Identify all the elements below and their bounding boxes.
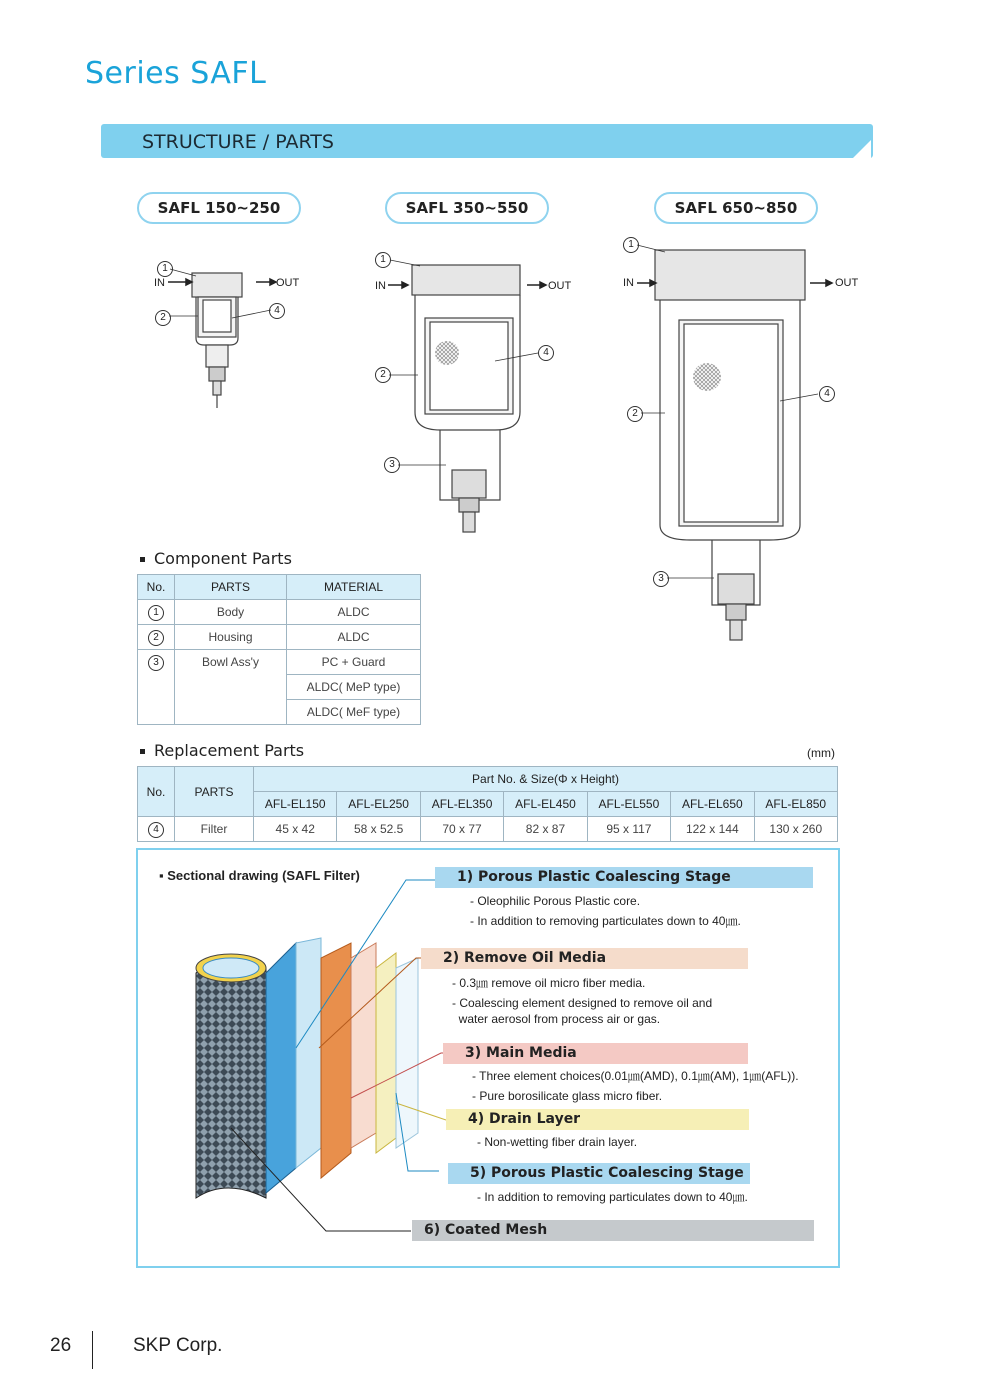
col-header-parts: PARTS [175, 767, 254, 817]
part-number-header: AFL-EL250 [337, 792, 420, 817]
page-number: 26 [50, 1335, 72, 1356]
part-material: ALDC( MeF type) [287, 700, 421, 725]
col-header-no: No. [138, 767, 175, 817]
part-number-header: AFL-EL450 [504, 792, 587, 817]
callout-4-medium: 4 [538, 345, 554, 361]
callout-4-large: 4 [819, 386, 835, 402]
model-label-large: SAFL 650~850 [654, 192, 818, 224]
table-row [138, 817, 838, 842]
part-material: PC + Guard [287, 650, 421, 675]
size-cell: 70 x 77 [420, 817, 503, 842]
filter-drawing-medium [412, 265, 520, 532]
callout-1-large: 1 [623, 237, 639, 253]
size-cell: 82 x 87 [504, 817, 587, 842]
stage-desc: - 0.3㎛ remove oil micro fiber media. - Coalescing element designed to remove oil and water aerosol from process air or gas. [452, 976, 713, 1026]
part-name: Filter [175, 817, 254, 842]
part-number-header: AFL-EL350 [420, 792, 503, 817]
col-header-material: MATERIAL [287, 575, 421, 600]
table-row [138, 625, 421, 650]
component-parts-heading: Component Parts [140, 549, 292, 568]
replacement-parts-heading: Replacement Parts [140, 741, 304, 760]
part-name: Body [175, 600, 287, 625]
callout-2-large: 2 [627, 406, 643, 422]
stage-label: 4) Drain Layer [446, 1109, 749, 1130]
part-number-header: AFL-EL150 [254, 792, 337, 817]
callout-2-small: 2 [155, 310, 171, 326]
filter-drawing-small [192, 273, 242, 408]
stage-desc: - Non-wetting fiber drain layer. [477, 1135, 638, 1149]
part-number: 4 [148, 822, 164, 838]
component-parts-table [137, 574, 421, 725]
col-header-parts: PARTS [175, 575, 287, 600]
stage-desc: - In addition to removing particulates down to 40㎛. [477, 1190, 748, 1204]
footer-divider [92, 1331, 93, 1369]
part-number-header: AFL-EL650 [671, 792, 754, 817]
part-number: 2 [148, 630, 164, 646]
part-number-header: AFL-EL550 [587, 792, 670, 817]
size-cell: 58 x 52.5 [337, 817, 420, 842]
stage-label: 5) Porous Plastic Coalescing Stage [448, 1163, 750, 1184]
out-label-small: OUT [276, 277, 300, 289]
model-label-small: SAFL 150~250 [137, 192, 301, 224]
banner-title: STRUCTURE / PARTS [142, 131, 334, 153]
stage-desc: - Oleophilic Porous Plastic core. - In addition to removing particulates down to 40㎛. [470, 894, 741, 928]
part-material: ALDC [287, 625, 421, 650]
callout-2-medium: 2 [375, 367, 391, 383]
callout-1-small: 1 [157, 261, 173, 277]
replacement-parts-table [137, 766, 838, 842]
out-label-medium: OUT [548, 280, 572, 292]
series-title: Series SAFL [85, 56, 267, 91]
sectional-title: ▪ Sectional drawing (SAFL Filter) [159, 868, 360, 883]
in-label-large: IN [623, 277, 634, 289]
in-label-medium: IN [375, 280, 386, 292]
col-header-part-group: Part No. & Size(Φ x Height) [254, 767, 838, 792]
part-number: 3 [148, 655, 164, 671]
stage-label: 2) Remove Oil Media [421, 948, 748, 969]
callout-1-medium: 1 [375, 252, 391, 268]
model-label-medium: SAFL 350~550 [385, 192, 549, 224]
table-header-row [138, 575, 421, 600]
in-label-small: IN [154, 277, 165, 289]
stage-label: 1) Porous Plastic Coalescing Stage [435, 867, 813, 888]
filter-drawing-large [655, 250, 805, 640]
out-label-large: OUT [835, 277, 859, 289]
unit-label: (mm) [807, 746, 835, 760]
col-header-no: No. [138, 575, 175, 600]
company-name: SKP Corp. [133, 1335, 223, 1356]
callout-3-large: 3 [653, 571, 669, 587]
table-row [138, 600, 421, 625]
callout-3-medium: 3 [384, 457, 400, 473]
part-number-header: AFL-EL850 [754, 792, 837, 817]
size-cell: 45 x 42 [254, 817, 337, 842]
size-cell: 130 x 260 [754, 817, 837, 842]
stage-label: 6) Coated Mesh [412, 1220, 814, 1241]
table-row [138, 650, 421, 675]
part-number: 1 [148, 605, 164, 621]
size-cell: 122 x 144 [671, 817, 754, 842]
stage-desc: - Three element choices(0.01㎛(AMD), 0.1㎛(AM), 1㎛(AFL)). - Pure borosilicate glass micro fiber. [472, 1069, 799, 1103]
part-name: Housing [175, 625, 287, 650]
size-cell: 95 x 117 [587, 817, 670, 842]
part-material: ALDC [287, 600, 421, 625]
part-material: ALDC( MeP type) [287, 675, 421, 700]
stage-label: 3) Main Media [443, 1043, 748, 1064]
part-name: Bowl Ass'y [175, 650, 287, 725]
callout-4-small: 4 [269, 303, 285, 319]
table-header-row [138, 767, 838, 792]
